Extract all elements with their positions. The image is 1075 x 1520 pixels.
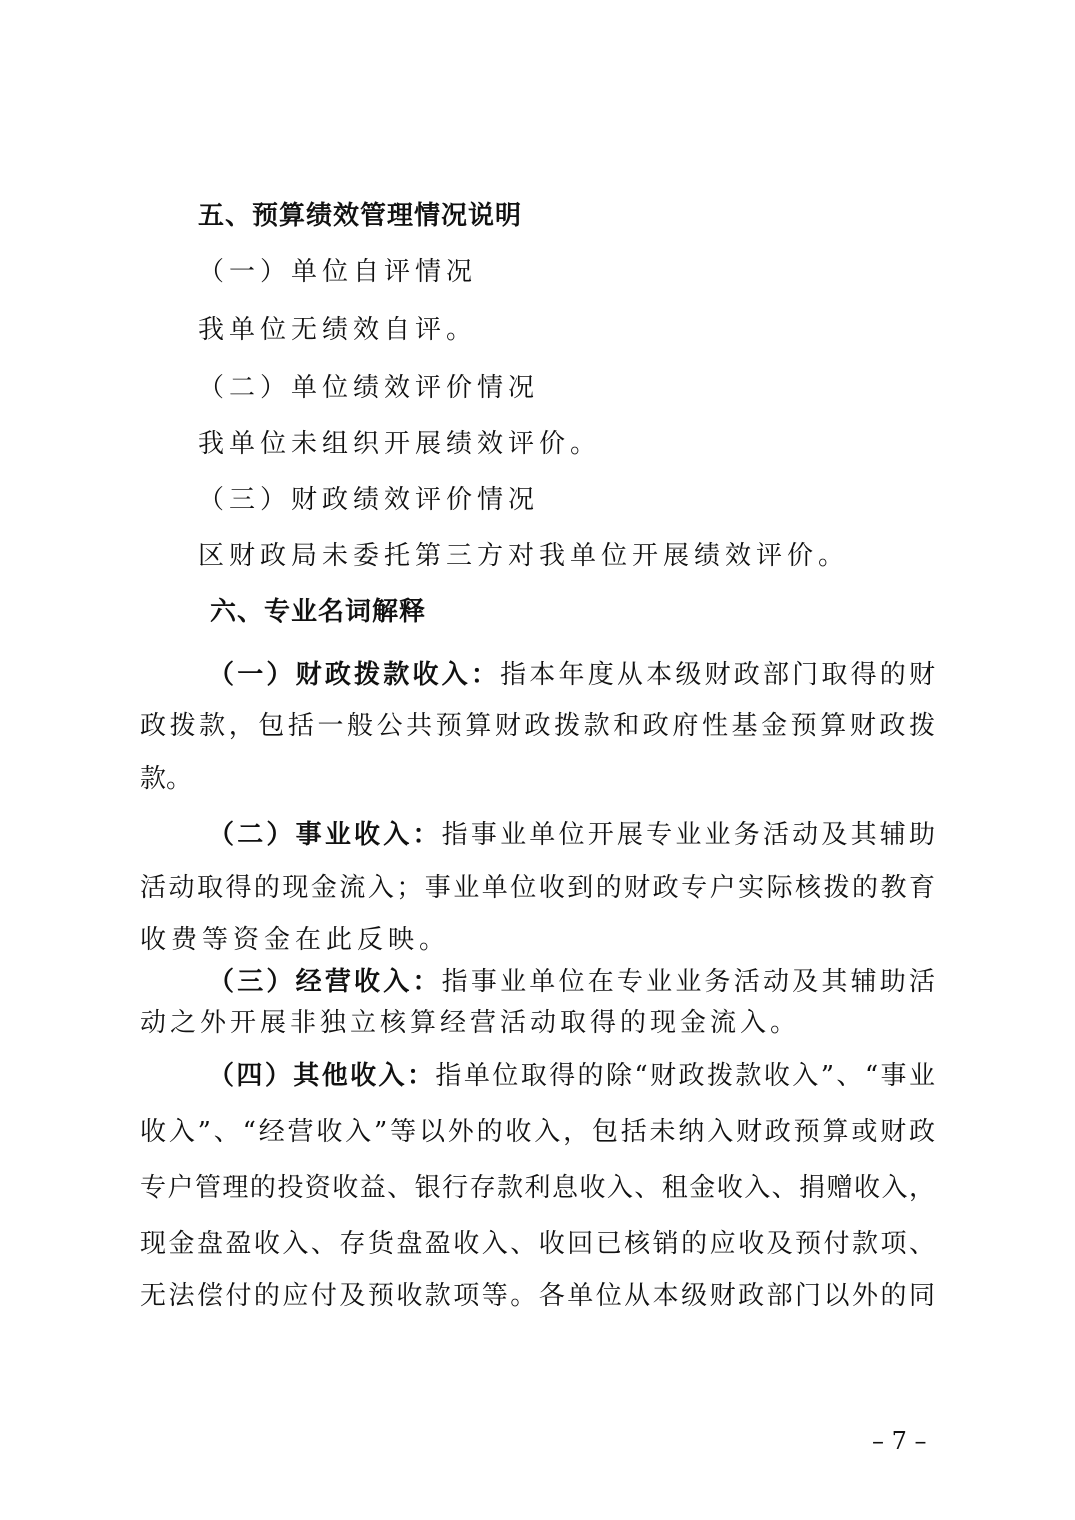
glossary-term-label: （四）其他收入： xyxy=(208,1061,436,1091)
glossary-item-other-income-line-4: 现金盘盈收入、存货盘盈收入、收回已核销的应收及预付款项、 xyxy=(140,1229,935,1259)
glossary-term-label: （一）财政拨款收入： xyxy=(208,660,501,690)
glossary-item-other-income-line-3: 专户管理的投资收益、银行存款利息收入、租金收入、捐赠收入， xyxy=(140,1173,935,1203)
paragraph-fiscal-evaluation: 区财政局未委托第三方对我单位开展绩效评价。 xyxy=(198,541,850,571)
glossary-item-fiscal-appropriation-line-3: 款。 xyxy=(140,764,193,794)
glossary-item-other-income-line-5: 无法偿付的应付及预收款项等。各单位从本级财政部门以外的同 xyxy=(140,1281,935,1311)
paragraph-performance-evaluation: 我单位未组织开展绩效评价。 xyxy=(198,429,602,459)
glossary-definition-text: 指事业单位在专业业务活动及其辅助活 xyxy=(441,967,935,997)
subheading-fiscal-performance-evaluation: （三）财政绩效评价情况 xyxy=(198,485,540,515)
glossary-item-operating-income-line-2: 动之外开展非独立核算经营活动取得的现金流入。 xyxy=(140,1008,801,1038)
glossary-item-business-income-line-1 xyxy=(140,815,935,855)
glossary-term-label: （三）经营收入： xyxy=(208,967,442,997)
glossary-term-label: （二）事业收入： xyxy=(208,820,442,850)
page-number: – 7 – xyxy=(872,1427,927,1455)
glossary-item-fiscal-appropriation-line-1 xyxy=(140,655,935,695)
glossary-item-business-income-line-3: 收费等资金在此反映。 xyxy=(140,925,451,955)
paragraph-self-evaluation: 我单位无绩效自评。 xyxy=(198,315,478,345)
subheading-unit-self-evaluation: （一）单位自评情况 xyxy=(198,257,478,287)
subheading-unit-performance-evaluation: （二）单位绩效评价情况 xyxy=(198,373,540,403)
glossary-item-other-income-line-1 xyxy=(140,1056,935,1096)
glossary-item-fiscal-appropriation-line-2: 政拨款，包括一般公共预算财政拨款和政府性基金预算财政拨 xyxy=(140,711,935,741)
section-heading-budget-performance: 五、预算绩效管理情况说明 xyxy=(198,201,523,231)
glossary-item-business-income-line-2: 活动取得的现金流入；事业单位收到的财政专户实际核拨的教育 xyxy=(140,873,935,903)
glossary-definition-text: 指本年度从本级财政部门取得的财 xyxy=(500,660,935,690)
glossary-definition-text: 指单位取得的除“财政拨款收入”、“事业 xyxy=(435,1061,935,1091)
glossary-item-other-income-line-2: 收入”、“经营收入”等以外的收入，包括未纳入财政预算或财政 xyxy=(140,1117,935,1147)
glossary-definition-text: 指事业单位开展专业业务活动及其辅助 xyxy=(441,820,935,850)
glossary-item-operating-income-line-1 xyxy=(140,962,935,1002)
section-heading-glossary: 六、专业名词解释 xyxy=(210,597,427,627)
